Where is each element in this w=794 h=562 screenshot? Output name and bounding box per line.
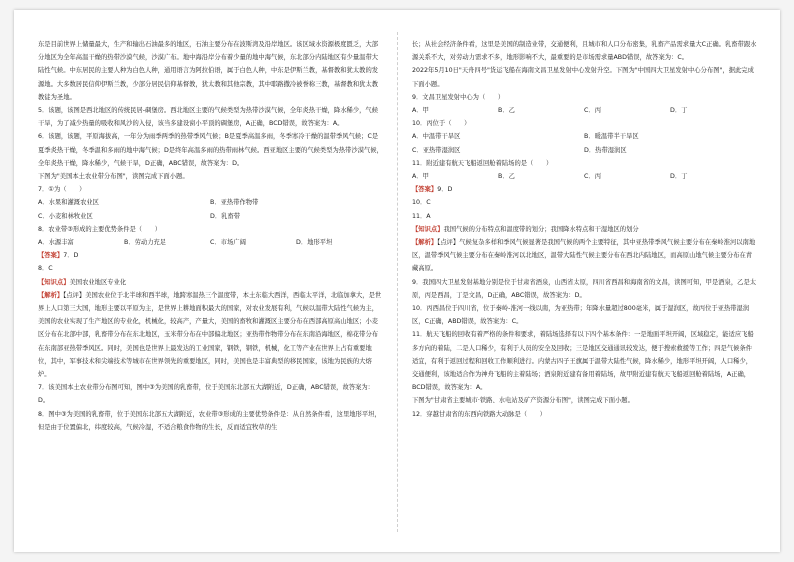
answer-label: 【答案】 <box>38 252 64 260</box>
option: D．热带湿润区 <box>584 146 627 154</box>
paragraph: 下图为"美国本土农业带分布图"，读图完成下面小题。 <box>38 173 189 181</box>
analysis-line <box>412 236 757 276</box>
option: C．亚热带湿润区 <box>412 146 461 154</box>
option: D．地形平坦 <box>296 239 333 247</box>
question-8: 8．农业带③形成的主要优势条件是（ ） <box>38 225 161 233</box>
paragraph: 10．丙西昌位于四川省，位于秦岭-淮河一线以南，为亚热带；年降水量超过800毫米，属于湿润区，故丙位于亚热带湿润区，C正确，ABD错误，故答案为：C。 <box>412 305 750 326</box>
analysis-line <box>38 289 383 381</box>
option: D．丁 <box>670 107 688 115</box>
paragraph: 11．航天飞船的回收有着严格的条件和要求，着陆场选择有以下四个基本条件：一是地面平坦开阔，区域稳定，能适应飞船多方向的着陆，二是人口稀少，有利于人员的安全及回收；三是地区交通通讯较发达，便于搜索救援等工作；四是气候条件适宜，有利于返回过程和回收工作顺利进行。内蒙古四子王旗属于温带大陆性气候，降水稀少，地形平坦开阔，人口稀少，交通便利，该地适合作为神舟飞船的主着陆场；酒泉附近建有备用着陆场，故甲附近建有航天飞船返回舱着陆场，A正确，BCD错误，故答案为：A。 <box>412 331 754 392</box>
option: B．劳动力充足 <box>124 239 167 247</box>
answer-line: 11．A <box>412 212 431 220</box>
paragraph: 东是目前世界上储量最大，生产和输出石油最多的地区，石油主要分布在波斯湾及沿岸地区。该区域水资源极度匮乏，大部分地区为全年高温干燥的热带沙漠气候，沙漠广布。地中海沿岸分布着少量的地中海气候，东北部分内陆地区有少量温带大陆性气候。中东居民的主要人种为白色人种，通用语言为阿拉伯语，属于白色人种，中东是伊斯兰教，基督教和犹太教的发源地。大多数居民信仰伊斯兰教，少部分居民信仰基督教，犹太教和其他宗教，其中耶路撒冷被誉称三教，基督教和犹太教教徒为圣地。 <box>38 41 379 101</box>
option: B．乙 <box>498 173 515 181</box>
question-9: 9．文昌卫星发射中心为（ ） <box>412 93 505 101</box>
analysis-label: 【解析】 <box>38 291 64 299</box>
question-10-options <box>412 130 757 156</box>
question-9-options <box>412 104 757 117</box>
knowledge-label: 【知识点】 <box>38 278 70 286</box>
option: B．暖温带半干旱区 <box>584 133 639 141</box>
option: D．丁 <box>670 173 688 181</box>
answer-line: 8．C <box>38 265 53 273</box>
analysis-label: 【解析】 <box>412 239 438 247</box>
analysis-value: 【点评】气候复杂多样和季风气候显著是我国气候的两个主要特征，其中亚热带季风气候主要分布在秦岭淮河以南地区，温带季风气候主要分布在秦岭淮河以北地区，温带大陆性气候主要分布在西北内陆地区，而高原山地气候主要分布在青藏高原。 <box>412 239 756 273</box>
answer-line: 10．C <box>412 199 431 207</box>
option: C．丙 <box>584 107 601 115</box>
option: A．甲 <box>412 173 429 181</box>
knowledge-value: 我国气候的分布特点和温度带的划分；我国降水特点和干湿地区的划分 <box>443 225 639 233</box>
analysis-value: 【点评】美国农业位于北半球和西半球，地跨寒温热三个温度带，本土东临大西洋，西临太平洋，北临加拿大，是世界上人口第三大国，地形主要以平原为主，是世界上耕地面积最大的国家，对农业发展有利，气候以温带大陆性气候为主，美国的农业实现了生产地区的专业化，机械化，较高产，产量大，美国的畜牧和灌溉区主要分布在西部高原高山地区；小麦区分布在北部中部，乳畜带分布在东北地区，玉米带分布在中部偏北地区；亚热带作物带分布在东南沿海地区，棉花带分布在东南部亚热带季风区。同时，美国也是世界上最发达的工业国家，钢铁，钢铁，机械，化工等产业在世界上占有重要地位，其中，军事技术和尖端技术等城市在世界领先的重要地区，同时，美国也是丰富典型的移民国家，该地为民族的大熔炉。 <box>38 291 382 379</box>
paragraph: 下图为"甘肃省主要城市·铁路、水电站及矿产资源分布图"，读图完成下面小题。 <box>412 397 634 405</box>
left-column <box>38 38 383 434</box>
question-8-options <box>38 236 383 249</box>
question-11-options <box>412 170 757 183</box>
answer-label: 【答案】 <box>412 186 438 194</box>
right-column <box>412 38 757 421</box>
paragraph: 5．该题，该图是西北地区的传统民居-碉堡房。西北地区主要的气候类型为热带沙漠气候，全年炎热干燥，降水稀少，气候干旱，为了减少热量的吸收和风沙的入侵，该当多建设窗小平顶的碉堡房，A正确，BCD错误，故答案为：A。 <box>38 107 379 128</box>
option: A．中温带干旱区 <box>412 133 461 141</box>
knowledge-value: 美国农业地区专业化 <box>69 278 127 286</box>
question-7: 7．①为（ ） <box>38 186 86 194</box>
question-10: 10．丙位于（ ） <box>412 120 471 128</box>
paragraph: 7．该美国本土农业带分布图可知，图中③为美国的乳畜带，位于美国东北部五大湖附近，D正确，ABC错误，故答案为：D。 <box>38 384 374 405</box>
question-7-options <box>38 196 383 222</box>
question-11: 11．附近建有航天飞船返回舱着陆场的是（ ） <box>412 159 553 167</box>
answer-value: 7．D <box>63 252 79 260</box>
option: A．水源丰富 <box>38 239 74 247</box>
answer-line <box>38 249 383 262</box>
answer-line <box>412 183 757 196</box>
answer-value: 9．D <box>437 186 453 194</box>
knowledge-label: 【知识点】 <box>412 225 444 233</box>
paragraph: 2022年5月10日"天舟四号"货运飞船在海南文昌卫星发射中心发射升空。下图为"中国四大卫星发射中心分布图"，据此完成下面小题。 <box>412 67 754 88</box>
question-12: 12．穿越甘肃省的东西向铁路大动脉是（ ） <box>412 410 546 418</box>
paragraph: 长；从社会经济条件看，这里是美国的制造业带，交通便利，且城市和人口分布密集，乳畜产品需求量大C正确。乳畜带跟水源关系不大，对劳动力需求不多，地形影响不大，最重要的是市场需求量ABD错误，故答案为：C。 <box>412 41 757 62</box>
option: C．丙 <box>584 173 601 181</box>
document-page <box>14 10 780 552</box>
option: C．市场广阔 <box>210 239 246 247</box>
paragraph: 8．图中③为美国的乳畜带，位于美国东北部五大湖附近，农业带③形成的主要优势条件是：从自然条件看，这里地形平坦，但是由于位置偏北，纬度较高，气候冷湿，不适合粮食作物的生长，反而适宜牧草的生 <box>38 410 381 431</box>
option: A．甲 <box>412 107 429 115</box>
knowledge-line <box>38 276 383 289</box>
column-divider <box>397 32 398 532</box>
option: C．小麦和林牧业区 <box>38 212 93 220</box>
paragraph: 9．我国四大卫星发射基地分别是位于甘肃省酒泉，山西省太原，四川省西昌和海南省的文昌，读图可知，甲是酒泉，乙是太原，丙是西昌，丁是文昌，D正确，ABC错误，故答案为：D。 <box>412 278 757 299</box>
knowledge-line <box>412 223 757 236</box>
paragraph: 6．该题，该题，平原海拔高，一年分为雨季两季的热带季风气候；B是夏季高温多雨，冬季寒冷干燥的温带季风气候；C是夏季炎热干燥，冬季温和多雨的地中海气候；D是终年高温多雨的热带雨林气候。西亚地区主要的气候类型为热带沙漠气候，全年炎热干燥，降水稀少，气候干旱，D正确，ABC错误，故答案为：D。 <box>38 133 383 167</box>
option: A．水果和灌溉农业区 <box>38 199 99 207</box>
option: B．乙 <box>498 107 515 115</box>
option: D．乳畜带 <box>210 212 241 220</box>
option: B．亚热带作物带 <box>210 199 259 207</box>
